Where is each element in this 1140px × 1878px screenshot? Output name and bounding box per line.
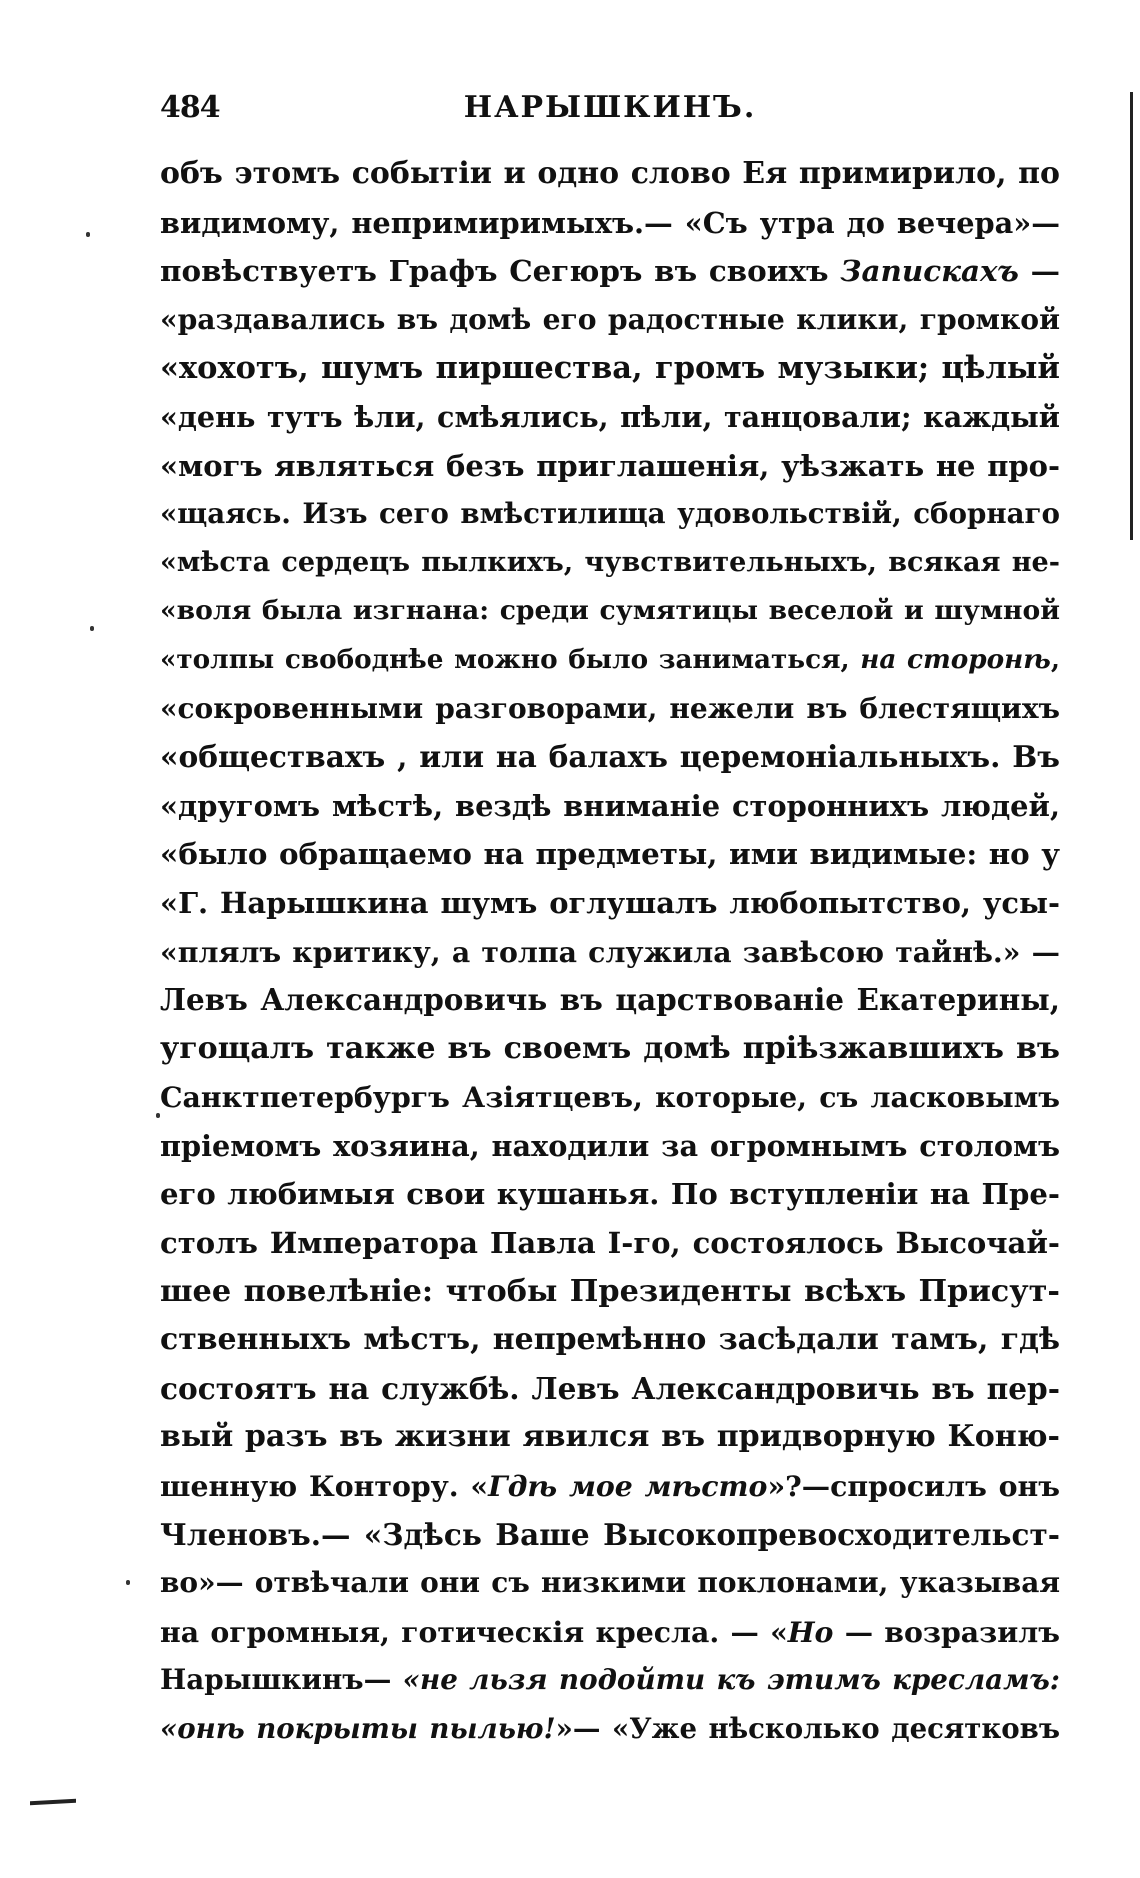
ink-speck <box>156 1113 160 1118</box>
text-line <box>160 1511 1060 1560</box>
text-line <box>160 1073 1060 1122</box>
text-segment: — возразилъ <box>833 1614 1060 1649</box>
italic-text: Но <box>787 1614 834 1649</box>
text-line <box>160 1413 1060 1462</box>
text-line <box>160 199 1060 248</box>
text-line <box>160 1268 1060 1317</box>
text-segment: столъ Императора Павла І-го, состоялось Высочай- <box>160 1226 1060 1261</box>
text-line <box>160 976 1060 1025</box>
text-segment: «раздавались въ домѣ его радостные клики, громкой <box>160 302 1060 336</box>
edge-mark <box>30 1799 76 1805</box>
text-line <box>160 879 1060 928</box>
page-header <box>160 90 1060 138</box>
text-segment: «сокровенными разговорами, нежели въ блестящихъ <box>160 691 1060 725</box>
text-segment: «Г. Нарышкина шумъ оглушалъ любопытство, усы- <box>160 885 1060 920</box>
text-segment: «было обращаемо на предметы, ими видимые: но у <box>160 836 1060 872</box>
text-line <box>160 1219 1060 1268</box>
text-segment: состоятъ на службѣ. Левъ Александровичь въ пер- <box>160 1370 1060 1406</box>
text-segment: , <box>1050 643 1060 675</box>
text-segment: — <box>1018 253 1060 289</box>
text-segment: «другомъ мѣстѣ, вездѣ вниманіе стороннихъ людей, <box>160 788 1060 823</box>
text-segment: Членовъ.— «Здѣсь Ваше Высокопревосходительст- <box>160 1516 1060 1552</box>
text-line <box>160 830 1060 879</box>
text-segment: «мѣста сердецъ пылкихъ, чувствительныхъ, всякая не- <box>160 546 1060 578</box>
text-segment: шенную Контору. « <box>160 1469 489 1504</box>
text-segment: угощалъ также въ своемъ домѣ пріѣзжавшихъ въ <box>160 1030 1060 1066</box>
body-text <box>160 150 1060 1754</box>
page-number: 484 <box>160 90 220 125</box>
text-segment: «могъ являться безъ приглашенія, уѣзжать не про- <box>160 448 1060 483</box>
text-line <box>160 1608 1060 1657</box>
text-line <box>160 1316 1060 1365</box>
italic-text: Запискахъ <box>840 253 1019 289</box>
italic-text: на сторонѣ <box>860 643 1051 675</box>
italic-text: «онѣ покрыты пылью! <box>160 1712 556 1745</box>
text-line <box>160 442 1060 491</box>
text-line <box>160 587 1060 636</box>
italic-text: «не льзя подойти къ этимъ кресламъ: <box>402 1663 1060 1697</box>
margin-rule <box>1130 92 1133 540</box>
text-segment: «толпы свободнѣе можно было заниматься, <box>160 643 861 675</box>
text-segment: »?—спросилъ онъ <box>767 1469 1060 1504</box>
text-line <box>160 685 1060 734</box>
italic-text: Гдѣ мое мѣсто <box>488 1469 768 1504</box>
ink-speck <box>90 626 94 631</box>
text-segment: его любимыя свои кушанья. По вступленіи на Пре- <box>160 1177 1060 1212</box>
text-line <box>160 636 1060 685</box>
text-line <box>160 539 1060 588</box>
ink-speck <box>86 232 90 237</box>
text-line <box>160 1025 1060 1074</box>
text-segment: Нарышкинъ— <box>160 1663 403 1697</box>
text-segment: Левъ Александровичь въ царствованіе Екатерины, <box>160 982 1060 1018</box>
text-line <box>160 1170 1060 1219</box>
text-segment: ственныхъ мѣстъ, непремѣнно засѣдали тамъ, гдѣ <box>160 1322 1060 1358</box>
text-segment: шее повелѣніе: чтобы Президенты всѣхъ Присут- <box>160 1273 1060 1309</box>
running-head: НАРЫШКИНЪ. <box>463 90 757 125</box>
text-line <box>160 1462 1060 1511</box>
text-line <box>160 1122 1060 1171</box>
text-line <box>160 393 1060 442</box>
ink-speck <box>126 1580 130 1585</box>
text-segment: «день тутъ ѣли, смѣялись, пѣли, танцовали; каждый <box>160 399 1060 434</box>
text-segment: вый разъ въ жизни явился въ придворную Коню- <box>160 1419 1060 1455</box>
text-segment: на огромныя, готическія кресла. — « <box>160 1614 788 1649</box>
text-line <box>160 344 1060 393</box>
text-line <box>160 1705 1060 1754</box>
text-line <box>160 150 1060 199</box>
text-line <box>160 490 1060 539</box>
text-line <box>160 928 1060 977</box>
text-segment: «щаясь. Изъ сего вмѣстилища удовольствій, сборнаго <box>160 497 1060 531</box>
text-line <box>160 782 1060 831</box>
text-line <box>160 296 1060 345</box>
text-segment: пріемомъ хозяина, находили за огромнымъ столомъ <box>160 1128 1060 1163</box>
text-segment: Санктпетербургъ Азіятцевъ, которые, съ ласковымъ <box>160 1080 1060 1115</box>
text-line <box>160 1656 1060 1705</box>
text-segment: видимому, непримиримыхъ.— «Съ утра до вечера»— <box>160 205 1060 240</box>
text-line <box>160 247 1060 296</box>
text-segment: объ этомъ событіи и одно слово Ея примирило, по <box>160 156 1060 191</box>
text-segment: повѣствуетъ Графъ Сегюръ въ своихъ <box>160 253 841 289</box>
text-segment: «хохотъ, шумъ пиршества, громъ музыки; цѣлый <box>160 350 1060 387</box>
text-segment: «воля была изгнана: среди сумятицы веселой и шумной <box>160 595 1060 627</box>
text-line <box>160 1559 1060 1608</box>
text-segment: «плялъ критику, а толпа служила завѣсою тайнѣ.» — <box>160 934 1060 969</box>
text-segment: во»— отвѣчали они съ низкими поклонами, указывая <box>160 1566 1060 1600</box>
text-line <box>160 1365 1060 1414</box>
text-segment: «обществахъ , или на балахъ церемоніальныхъ. Въ <box>160 739 1060 775</box>
text-segment: »— «Уже нѣсколько десятковъ <box>555 1712 1060 1745</box>
text-line <box>160 733 1060 782</box>
